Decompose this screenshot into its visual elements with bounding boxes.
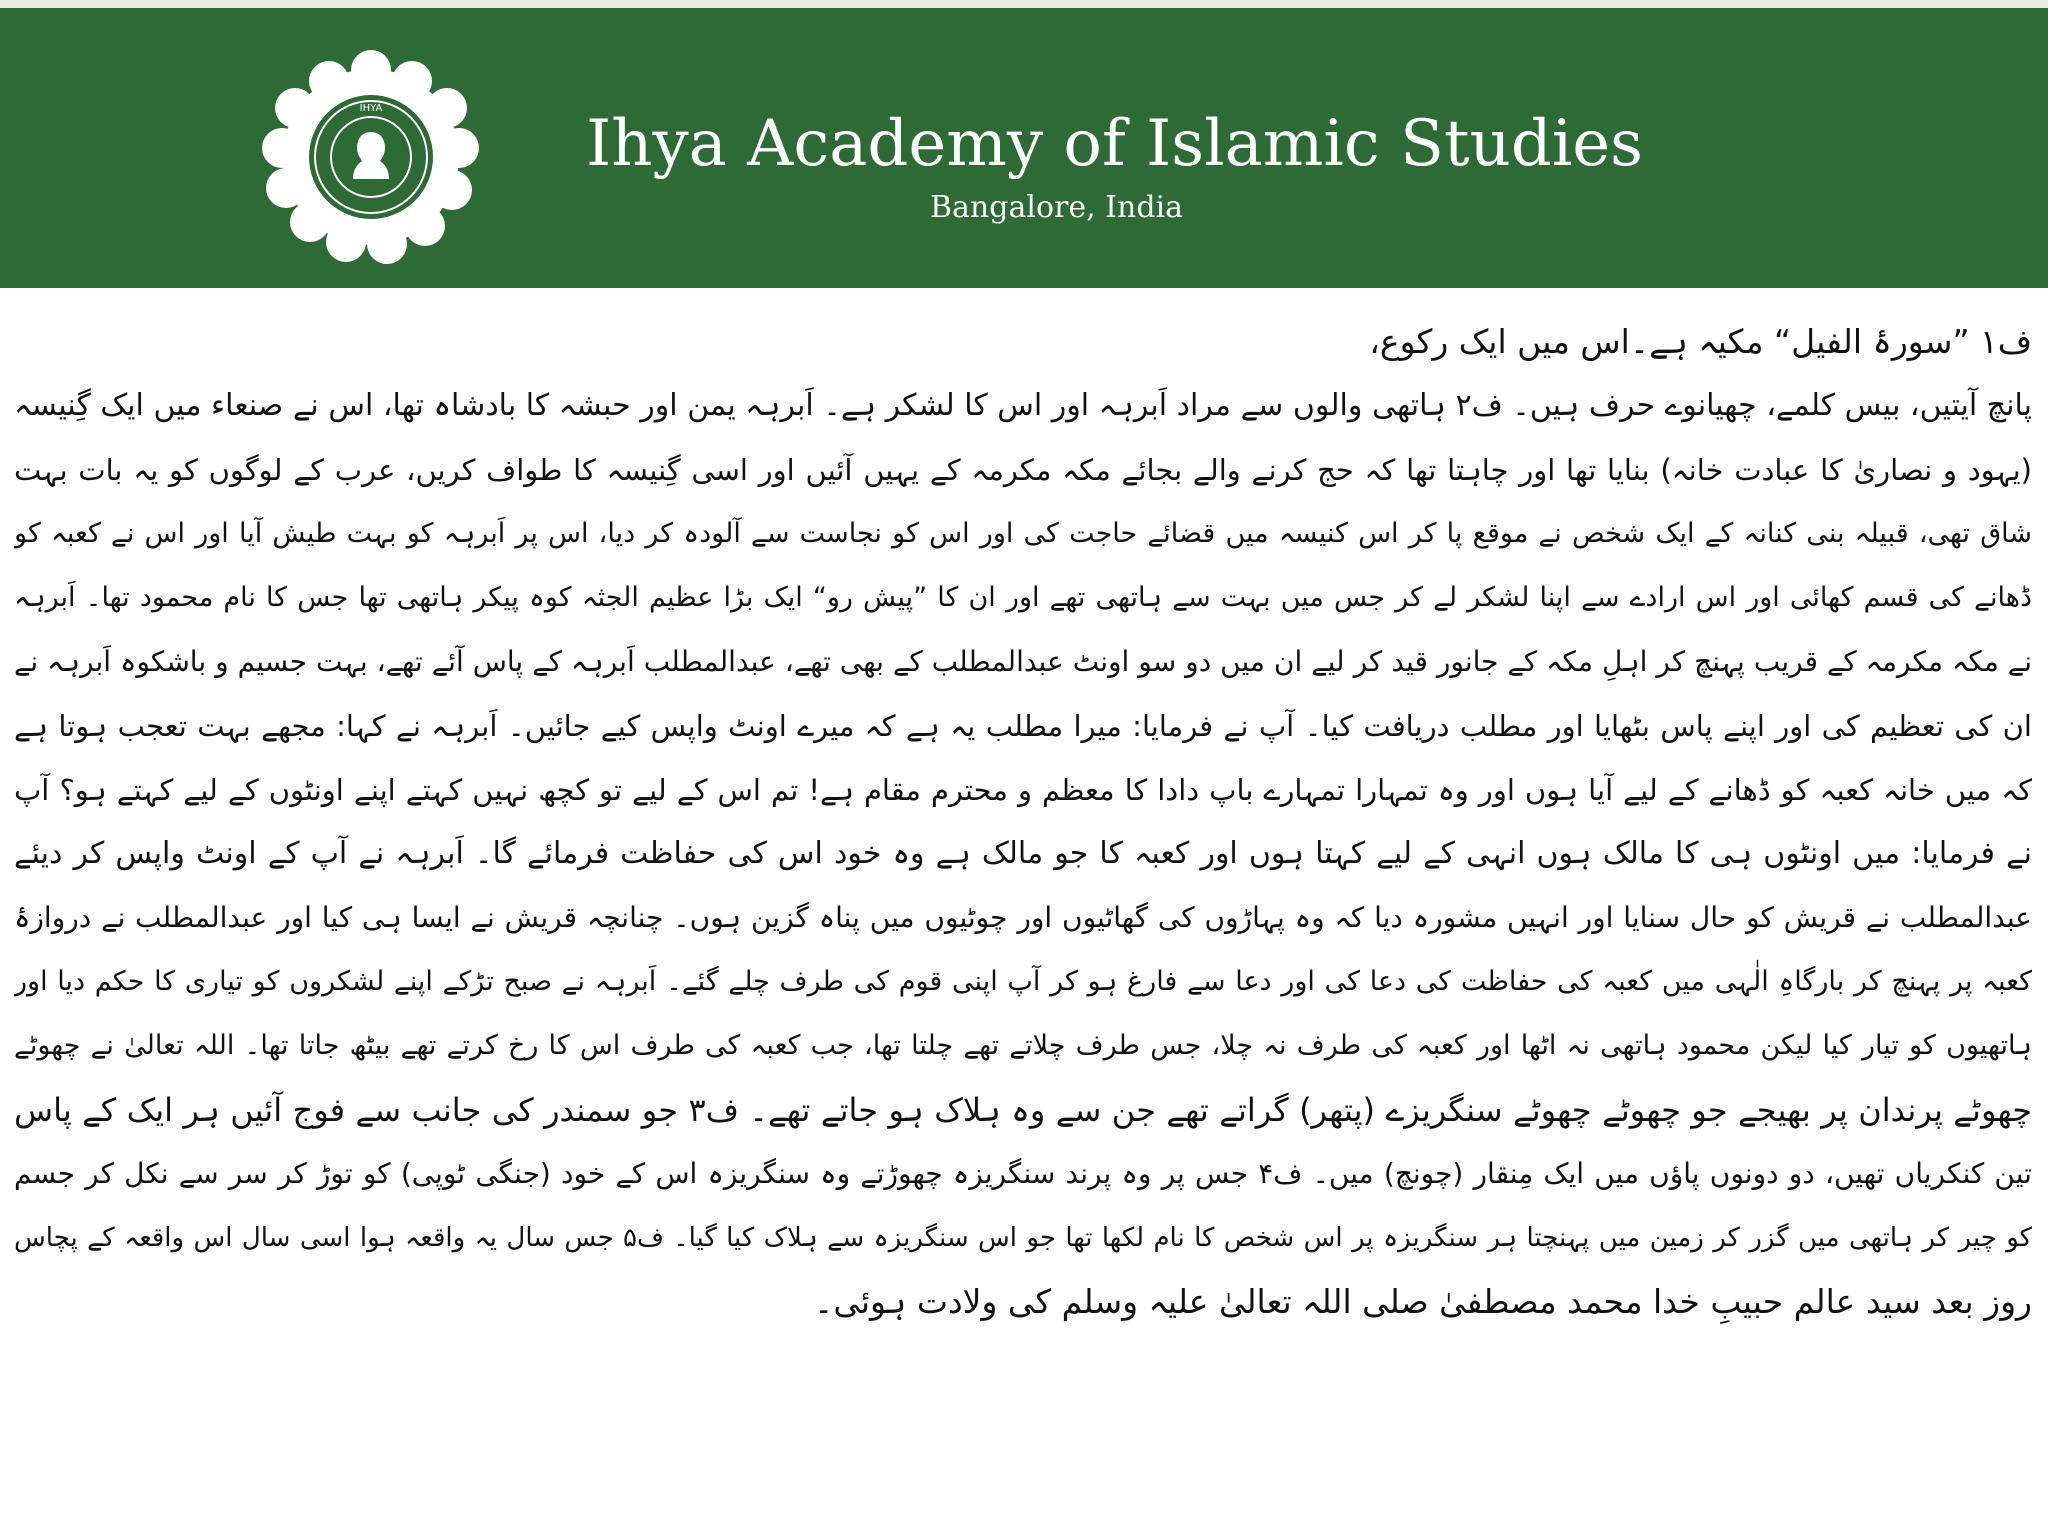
text-line: ان کی تعظیم کی اور اپنے پاس بٹھایا اور مطلب دریافت کیا۔ آپ نے فرمایا: میرا مطلب یہ ہے کہ میرے اونٹ واپس کیے جائیں۔ اَبرہہ نے کہا: مجھے بہت تعجب ہوتا ہے (14, 709, 2032, 743)
text-line: چھوٹے پرندان پر بھیجے جو چھوٹے چھوٹے سنگریزے (پتھر) گراتے تھے جن سے وہ ہلاک ہو جاتے تھے۔ ف۳ جو سمندر کی جانب سے فوج آئیں ہر ایک کے پاس (14, 1091, 2032, 1129)
text-line: روز بعد سید عالم حبیبِ خدا محمد مصطفیٰ صلی اللہ تعالیٰ علیہ وسلم کی ولادت ہوئی۔ (813, 1282, 2032, 1321)
text-line: پانچ آیتیں، بیس کلمے، چھیانوے حرف ہیں۔ ف۲ ہاتھی والوں سے مراد اَبرہہ اور اس کا لشکر ہے۔ اَبرہہ یمن اور حبشہ کا بادشاہ تھا، اس نے صنعاء میں ایک گِنیسہ (14, 388, 2032, 423)
text-line: ڈھانے کی قسم کھائی اور اس ارادے سے اپنا لشکر لے کر جس میں بہت سے ہاتھی تھے اور ان کا ”پیش رو“ ایک بڑا عظیم الجثہ کوہ پیکر ہاتھی تھا جس کا نام محمود تھا۔ اَبرہہ (14, 582, 2032, 613)
text-line: ف۱ ”سورۂ الفیل“ مکیہ ہے۔اس میں ایک رکوع، (1369, 322, 2032, 361)
top-strip (0, 0, 2048, 8)
academy-location: Bangalore, India (930, 190, 1184, 225)
academy-logo (262, 48, 480, 266)
text-line: عبدالمطلب نے قریش کو حال سنایا اور انہیں مشورہ دیا کہ وہ پہاڑوں کی گھاٹیوں اور چوٹیوں میں پناہ گزین ہوں۔ چنانچہ قریش نے ایسا ہی کیا اور عبدالمطلب نے دروازۂ (14, 901, 2032, 934)
academy-title: Ihya Academy of Islamic Studies (586, 107, 1643, 181)
logo-label: IHYA (359, 103, 383, 114)
text-line: تین کنکریاں تھیں، دو دونوں پاؤں میں ایک مِنقار (چونچ) میں۔ ف۴ جس پر وہ پرند سنگریزہ چھوڑتے وہ سنگریزہ اس کے خود (جنگی ٹوپی) کو توڑ کر سر سے نکل کر جسم (14, 1157, 2032, 1190)
text-line: کو چیر کر ہاتھی میں گزر کر زمین میں پہنچتا ہر سنگریزہ پر اس شخص کا نام لکھا تھا جو اس سنگریزہ سے ہلاک کیا گیا۔ ف۵ جس سال یہ واقعہ ہوا اسی سال اس واقعہ کے پچاس (14, 1223, 2032, 1253)
text-line: نے فرمایا: میں اونٹوں ہی کا مالک ہوں انہی کے لیے کہتا ہوں اور کعبہ کا جو مالک ہے وہ خود اس کی حفاظت فرمائے گا۔ اَبرہہ نے آپ کے اونٹ واپس کر دیئے (14, 836, 2032, 871)
urdu-commentary-text (14, 310, 2032, 1530)
text-line: شاق تھی، قبیلہ بنی کنانہ کے ایک شخص نے موقع پا کر اس کنیسہ میں قضائے حاجت کی اور اس کو نجاست سے آلودہ کر دیا، اس پر اَبرہہ کو بہت طیش آیا اور اس نے کعبہ کو (14, 518, 2032, 549)
logo-seal-icon (262, 48, 480, 266)
text-line: نے مکہ مکرمہ کے قریب پہنچ کر اہلِ مکہ کے جانور قید کر لیے ان میں دو سو اونٹ عبدالمطلب کے بھی تھے، عبدالمطلب اَبرہہ کے پاس آئے تھے، بہت جسیم و باشکوہ اَبرہہ نے (14, 645, 2032, 678)
text-line: کعبہ پر پہنچ کر بارگاہِ الٰہی میں کعبہ کی حفاظت کی دعا کی اور دعا سے فارغ ہو کر آپ اپنی قوم کی طرف چلے گئے۔ اَبرہہ نے صبح تڑکے اپنے لشکروں کو تیاری کا حکم دیا اور (14, 966, 2032, 997)
text-line: کہ میں خانہ کعبہ کو ڈھانے کے لیے آیا ہوں اور وہ تمہارا تمہارے باپ دادا کا معظم و محترم مقام ہے! تم اس کے لیے تو کچھ نہیں کہتے اپنے اونٹوں کے لیے کہتے ہو؟ آپ (14, 773, 2032, 807)
text-line: ہاتھیوں کو تیار کیا لیکن محمود ہاتھی نہ اٹھا اور کعبہ کی طرف نہ چلا، جس طرف چلاتے تھے چلتا تھا، جب کعبہ کی طرف اس کا رخ کرتے تھے بیٹھ جاتا تھا۔ اللہ تعالیٰ نے چھوٹے (14, 1030, 2032, 1061)
header-banner (0, 8, 2048, 288)
text-line: (یہود و نصاریٰ کا عبادت خانہ) بنایا تھا اور چاہتا تھا کہ حج کرنے والے بجائے مکہ مکرمہ کے یہیں آئیں اور اسی گِنیسہ کا طواف کریں، عرب کے لوگوں کو یہ بات بہت (14, 453, 2032, 487)
